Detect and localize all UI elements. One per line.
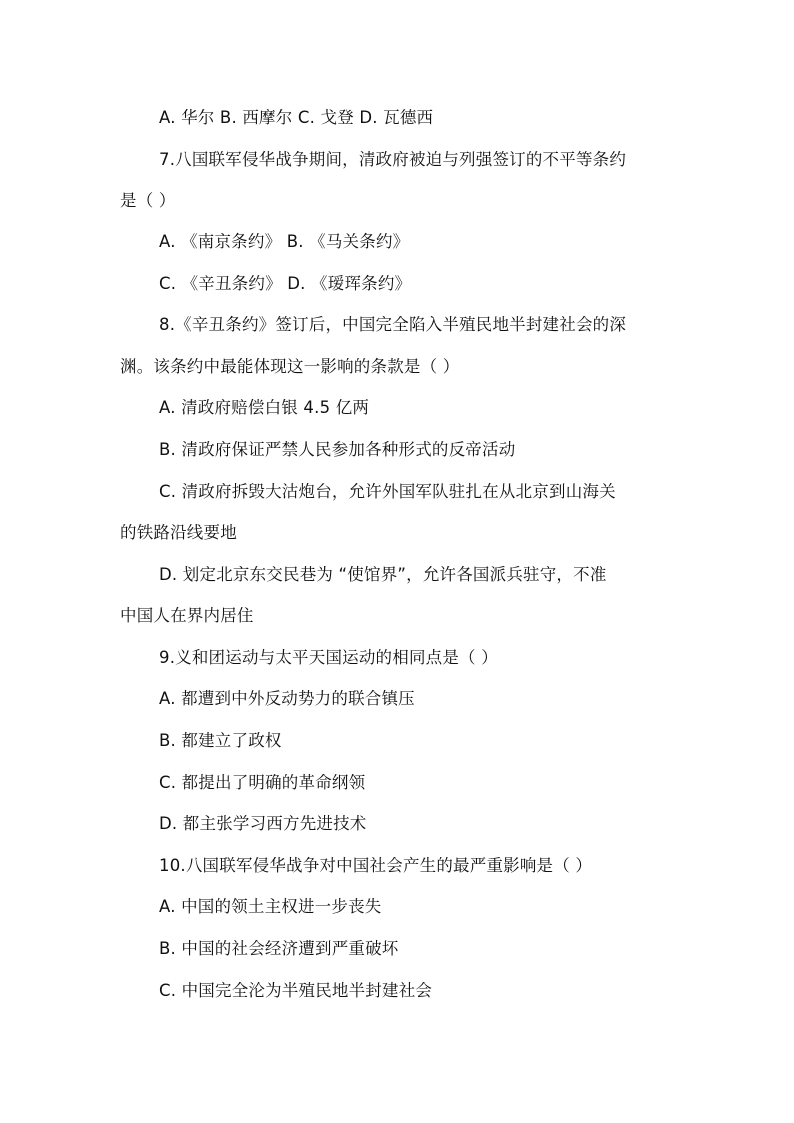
q8-option-b: B. 清政府保证严禁人民参加各种形式的反帝活动 (159, 440, 516, 459)
q9-stem: 9.义和团运动与太平天国运动的相同点是（ ） (159, 648, 498, 667)
q9-option-a: A. 都遭到中外反动势力的联合镇压 (159, 689, 415, 708)
q8-option-c-line2: 的铁路沿线要地 (120, 523, 237, 542)
q9-option-d: D. 都主张学习西方先进技术 (159, 814, 367, 833)
q7-options-ab: A. 《南京条约》 B. 《马关条约》 (159, 232, 410, 251)
q8-option-a: A. 清政府赔偿白银 4.5 亿两 (159, 398, 370, 417)
q7-stem-line1: 7.八国联军侵华战争期间，清政府被迫与列强签订的不平等条约 (159, 150, 627, 169)
q8-option-d-line1: D. 划定北京东交民巷为 “使馆界”，允许各国派兵驻守，不准 (159, 565, 607, 584)
q10-option-a: A. 中国的领土主权进一步丧失 (159, 897, 382, 916)
q9-option-b: B. 都建立了政权 (159, 731, 282, 750)
q10-stem: 10.八国联军侵华战争对中国社会产生的最严重影响是（ ） (159, 856, 593, 875)
q6-options: A. 华尔 B. 西摩尔 C. 戈登 D. 瓦德西 (159, 108, 434, 127)
q7-options-cd: C. 《辛丑条约》 D. 《瑷珲条约》 (159, 274, 412, 293)
q8-stem-line2: 渊。该条约中最能体现这一影响的条款是（ ） (120, 357, 460, 376)
q8-option-c-line1: C. 清政府拆毁大沽炮台，允许外国军队驻扎在从北京到山海关 (159, 482, 616, 501)
q7-stem-line2: 是（ ） (120, 191, 176, 210)
q9-option-c: C. 都提出了明确的革命纲领 (159, 773, 366, 792)
q8-option-d-line2: 中国人在界内居住 (120, 606, 254, 625)
q8-stem-line1: 8.《辛丑条约》签订后，中国完全陷入半殖民地半封建社会的深 (159, 315, 627, 334)
q10-option-c: C. 中国完全沦为半殖民地半封建社会 (159, 981, 433, 1000)
q10-option-b: B. 中国的社会经济遭到严重破坏 (159, 939, 399, 958)
